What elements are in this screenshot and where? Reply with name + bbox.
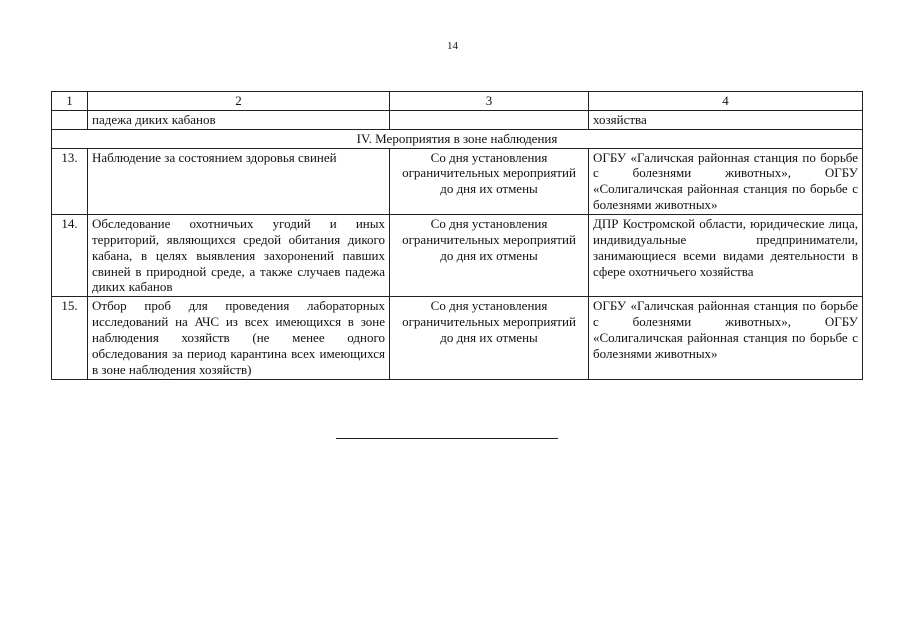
continuation-responsible: хозяйства (589, 110, 863, 129)
activity-cell: Отбор проб для проведения лабораторных исследований на АЧС из всех имеющихся в зоне наблюдения хозяйств (не менее одного обследования за период карантина всех имеющихся в зоне наблюдения хозяйств) (88, 297, 390, 379)
period-cell: Со дня установления ограничительных мероприятий до дня их отмены (390, 148, 589, 214)
end-divider-line (336, 438, 558, 439)
responsible-cell: ДПР Костромской области, юридические лица, индивидуальные предприниматели, занимающиеся всеми видами деятельности в сфере охотничьего хозяйства (589, 215, 863, 297)
table-row (52, 215, 863, 297)
column-number-2: 2 (88, 92, 390, 111)
activity-cell: Обследование охотничьих угодий и иных территорий, являющихся средой обитания дикого кабана, в целях выявления захоронений павших свиней в природной среде, а также случаев падежа диких кабанов (88, 215, 390, 297)
continuation-activity: падежа диких кабанов (88, 110, 390, 129)
row-number: 13. (52, 148, 88, 214)
column-number-3: 3 (390, 92, 589, 111)
continuation-num (52, 110, 88, 129)
responsible-cell: ОГБУ «Галичская районная станция по борьбе с болезнями животных», ОГБУ «Солигаличская районная станция по борьбе с болезнями животных» (589, 148, 863, 214)
page-number: 14 (447, 40, 458, 52)
period-cell: Со дня установления ограничительных мероприятий до дня их отмены (390, 297, 589, 379)
section-header-row (52, 129, 863, 148)
row-number: 15. (52, 297, 88, 379)
continuation-row (52, 110, 863, 129)
column-number-1: 1 (52, 92, 88, 111)
measures-table (51, 91, 863, 380)
row-number: 14. (52, 215, 88, 297)
continuation-period (390, 110, 589, 129)
table-row (52, 148, 863, 214)
section-title: IV. Мероприятия в зоне наблюдения (52, 129, 863, 148)
period-cell: Со дня установления ограничительных мероприятий до дня их отмены (390, 215, 589, 297)
responsible-cell: ОГБУ «Галичская районная станция по борьбе с болезнями животных», ОГБУ «Солигаличская районная станция по борьбе с болезнями животных» (589, 297, 863, 379)
column-number-header-row (52, 92, 863, 111)
table-row (52, 297, 863, 379)
activity-cell: Наблюдение за состоянием здоровья свиней (88, 148, 390, 214)
column-number-4: 4 (589, 92, 863, 111)
